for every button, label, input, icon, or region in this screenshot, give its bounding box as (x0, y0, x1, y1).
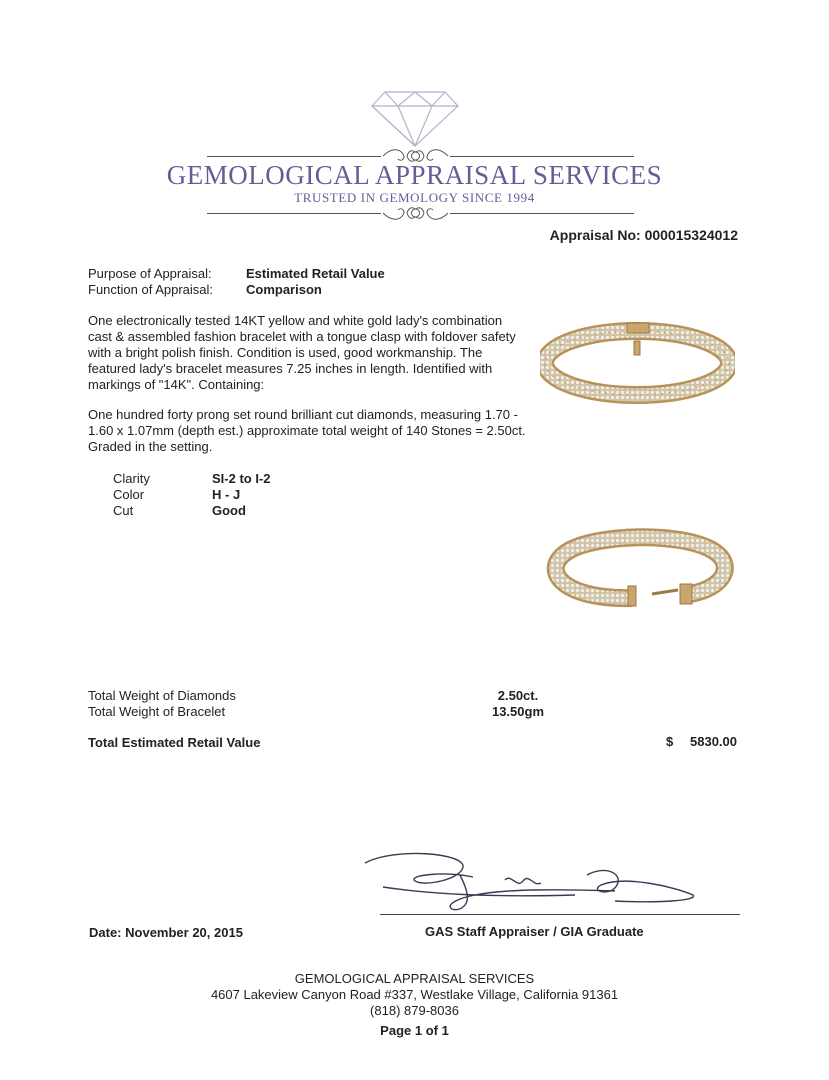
cut-label: Cut (113, 503, 134, 518)
purpose-label: Purpose of Appraisal: (88, 266, 212, 281)
retail-value-label: Total Estimated Retail Value (88, 735, 261, 750)
footer-company-name: GEMOLOGICAL APPRAISAL SERVICES (294, 971, 535, 986)
appraiser-title: GAS Staff Appraiser / GIA Graduate (425, 924, 644, 939)
appraisal-number-value: 000015324012 (644, 227, 738, 243)
company-tagline: TRUSTED IN GEMOLOGY SINCE 1994 (294, 190, 535, 205)
cut-value: Good (212, 503, 246, 518)
function-value: Comparison (246, 282, 322, 297)
clarity-label: Clarity (113, 471, 150, 486)
date-value: November 20, 2015 (125, 925, 243, 940)
purpose-value: Estimated Retail Value (246, 266, 385, 281)
company-name: GEMOLOGICAL APPRAISAL SERVICES (166, 160, 663, 190)
appraisal-number-label: Appraisal No: (549, 227, 641, 243)
appraiser-signature (355, 845, 700, 920)
item-description: One electronically tested 14KT yellow and white gold lady's combination cast & assembled fashion bracelet with a tongue clasp with foldover safety with a bright polish finish. Condition is used, good workmanship. The featured lady's bracelet measures 7.25 inches in length. Identified with markings of "14K". Containing: (88, 313, 516, 392)
color-label: Color (113, 487, 145, 502)
bracelet-weight-value: 13.50gm (491, 704, 545, 719)
bracelet-photo-front (540, 315, 735, 415)
stone-description: One hundred forty prong set round brilliant cut diamonds, measuring 1.70 - 1.60 x 1.07mm (depth est.) approximate total weight of 140 Stones = 2.50ct. Graded in the setting. (88, 407, 526, 454)
clarity-value: SI-2 to I-2 (212, 471, 271, 486)
retail-currency: $ (666, 734, 674, 749)
diamond-weight-label: Total Weight of Diamonds (88, 688, 236, 703)
footer-address: 4607 Lakeview Canyon Road #337, Westlake Village, California 91361 (210, 987, 619, 1002)
appraisal-date (89, 925, 243, 941)
diamond-logo-icon (370, 88, 460, 150)
diamond-weight-value: 2.50ct. (497, 688, 539, 703)
date-label: Date: (89, 925, 122, 940)
color-value: H - J (212, 487, 241, 502)
scroll-ornament-icon (381, 203, 450, 223)
bracelet-weight-label: Total Weight of Bracelet (88, 704, 226, 719)
header-rule-top (450, 156, 634, 157)
appraisal-number (550, 227, 738, 244)
header-rule-top (207, 156, 381, 157)
function-label: Function of Appraisal: (88, 282, 214, 297)
signature-line (380, 914, 740, 915)
page-number: Page 1 of 1 (380, 1023, 449, 1038)
footer-phone: (818) 879-8036 (370, 1003, 459, 1018)
header-rule-bottom (207, 213, 381, 214)
header-rule-bottom (450, 213, 634, 214)
bracelet-photo-open (540, 528, 735, 618)
retail-value: 5830.00 (690, 734, 737, 749)
